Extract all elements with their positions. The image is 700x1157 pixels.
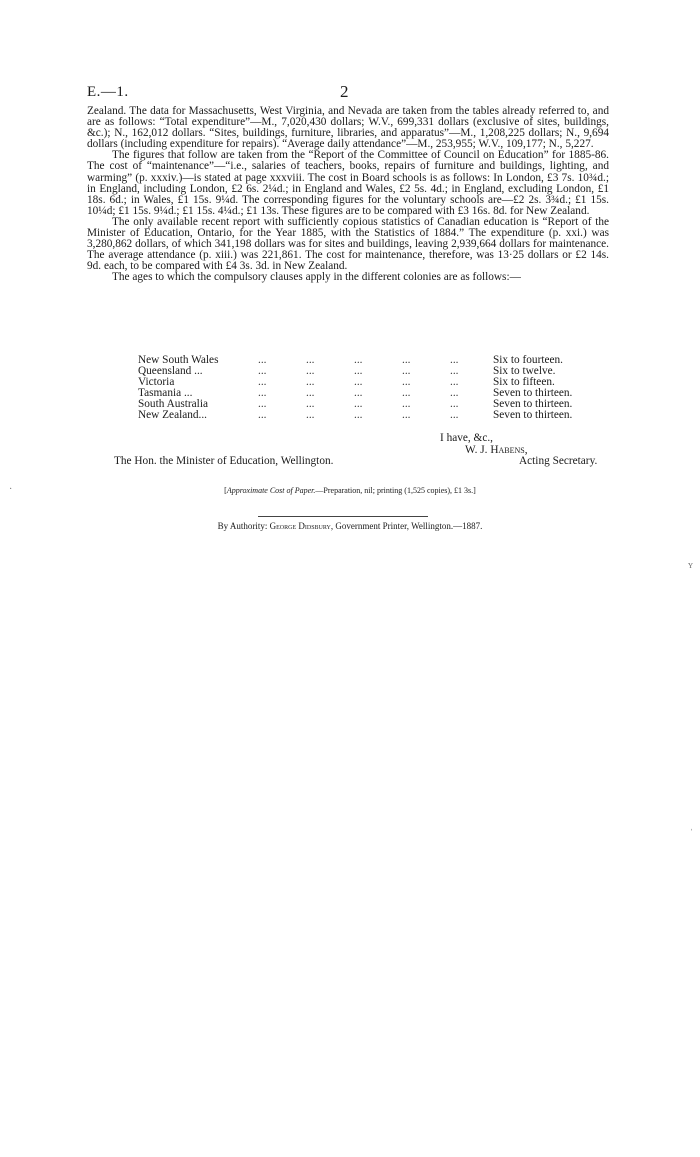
body-text [87,106,609,284]
leader-dots: ... ... ... ... ... [258,387,459,400]
compulsory-ages-list [138,355,618,422]
paragraph-ontario-report: The only available recent report with sufficiently copious statistics of Canadian education is “Report of the Minister of Education, Ontario, for the Year 1885, with the Statistics of 1884.” The expenditure (p. xxi.) was 3,280,862 dollars, of which 341,198 dollars was for sites and buildings, leaving 2,939,664 dollars for maintenance. The average attendance (p. xiii.) was 221,861. The cost for maintenance, therefore, was 13·25 dollars or £2 14s. 9d. each, to be compared with £4 3s. 3d. in New Zealand. [87,215,609,273]
compulsory-ages: Seven to thirteen. [493,409,573,422]
compulsory-ages: Six to twelve. [493,365,556,378]
parliamentary-paper-code: E.—1. [87,84,129,100]
paragraph-expenditure-us: Zealand. The data for Massachusetts, West Virginia, and Nevada are taken from the tables already referred to, and are as follows: “Total expenditure”—M., 7,020,430 dollars; W.V., 699,331 dollars (exclusive of sites, buildings, &c.); N., 162,012 dollars. “Sites, buildings, furniture, libraries, and apparatus”—M., 1,208,225 dollars; N., 9,694 dollars (including expenditure for repairs). “Average daily attendance”—M., 253,955; W.V., 109,177; N., 5,227. [87,105,609,151]
colony-name: New Zealand... [138,409,208,422]
colony-name: New South Wales [138,354,219,366]
printer-imprint [0,521,700,531]
paragraph-committee-report: The figures that follow are taken from the “Report of the Committee of Council on Education” for 1885-86. The cost of “maintenance”—“i.e., salaries of teachers, books, repairs of furniture and buildings, lighting, and warming” (p. xxxiv.)—is stated at page xxxviii. The cost in Board schools is as follows: In London, £3 7s. 10¾d.; in England, including London, £2 6s. 2¼d.; in England and Wales, £2 5s. 4d.; in England, excluding London, £1 18s. 6d.; in Wales, £1 15s. 9¼d. The corresponding figures for the voluntary schools are—£2 2s. 3¾d.; £1 15s. 10¼d; £1 15s. 9¼d.; £1 15s. 4¼d.; £1 13s. These figures are to be compared with £3 16s. 8d. for New Zealand. [87,149,609,217]
leader-dots: ... ... ... ... ... [258,398,459,411]
signatory: W. J. Habens, [465,443,528,456]
colony-name: South Australia [138,398,208,411]
leader-dots: ... ... ... ... ... [258,376,459,389]
compulsory-ages: Seven to thirteen. [493,398,573,411]
compulsory-ages: Six to fifteen. [493,376,555,389]
addressee: The Hon. the Minister of Education, Wellington. [114,455,334,468]
paragraph-compulsory-ages-intro: The ages to which the compulsory clauses apply in the different colonies are as follows:— [112,271,521,284]
imprint-prefix: By Authority: [217,521,270,531]
letter-closing [87,433,609,468]
divider [258,516,428,517]
signatory-title: Acting Secretary. [519,455,598,468]
salutation: I have, &c., [440,432,494,444]
scan-speck: ˈ [690,828,694,839]
imprint-suffix: , Government Printer, Wellington.—1887. [330,521,483,531]
leader-dots: ... ... ... ... ... [258,354,459,366]
colony-name: Tasmania ... [138,387,193,400]
cost-note: [Approximate Cost of Paper.—Preparation, nil; printing (1,525 copies), £1 3s.] [224,486,476,495]
scan-speck: ʏ [688,560,693,571]
compulsory-ages: Six to fourteen. [493,354,563,366]
leader-dots: ... ... ... ... ... [258,409,459,422]
cost-note-label: Approximate Cost of Paper. [226,486,316,495]
printer-name: George Didsbury [269,521,331,531]
list-item [138,410,618,421]
compulsory-ages: Seven to thirteen. [493,387,573,400]
colony-name: Queensland ... [138,365,203,378]
leader-dots: ... ... ... ... ... [258,365,459,378]
scan-speck: · [9,484,13,495]
page-number: 2 [340,82,349,101]
cost-note-text: —Preparation, nil; printing (1,525 copies), £1 3s. [315,486,474,495]
colony-name: Victoria [138,376,175,389]
